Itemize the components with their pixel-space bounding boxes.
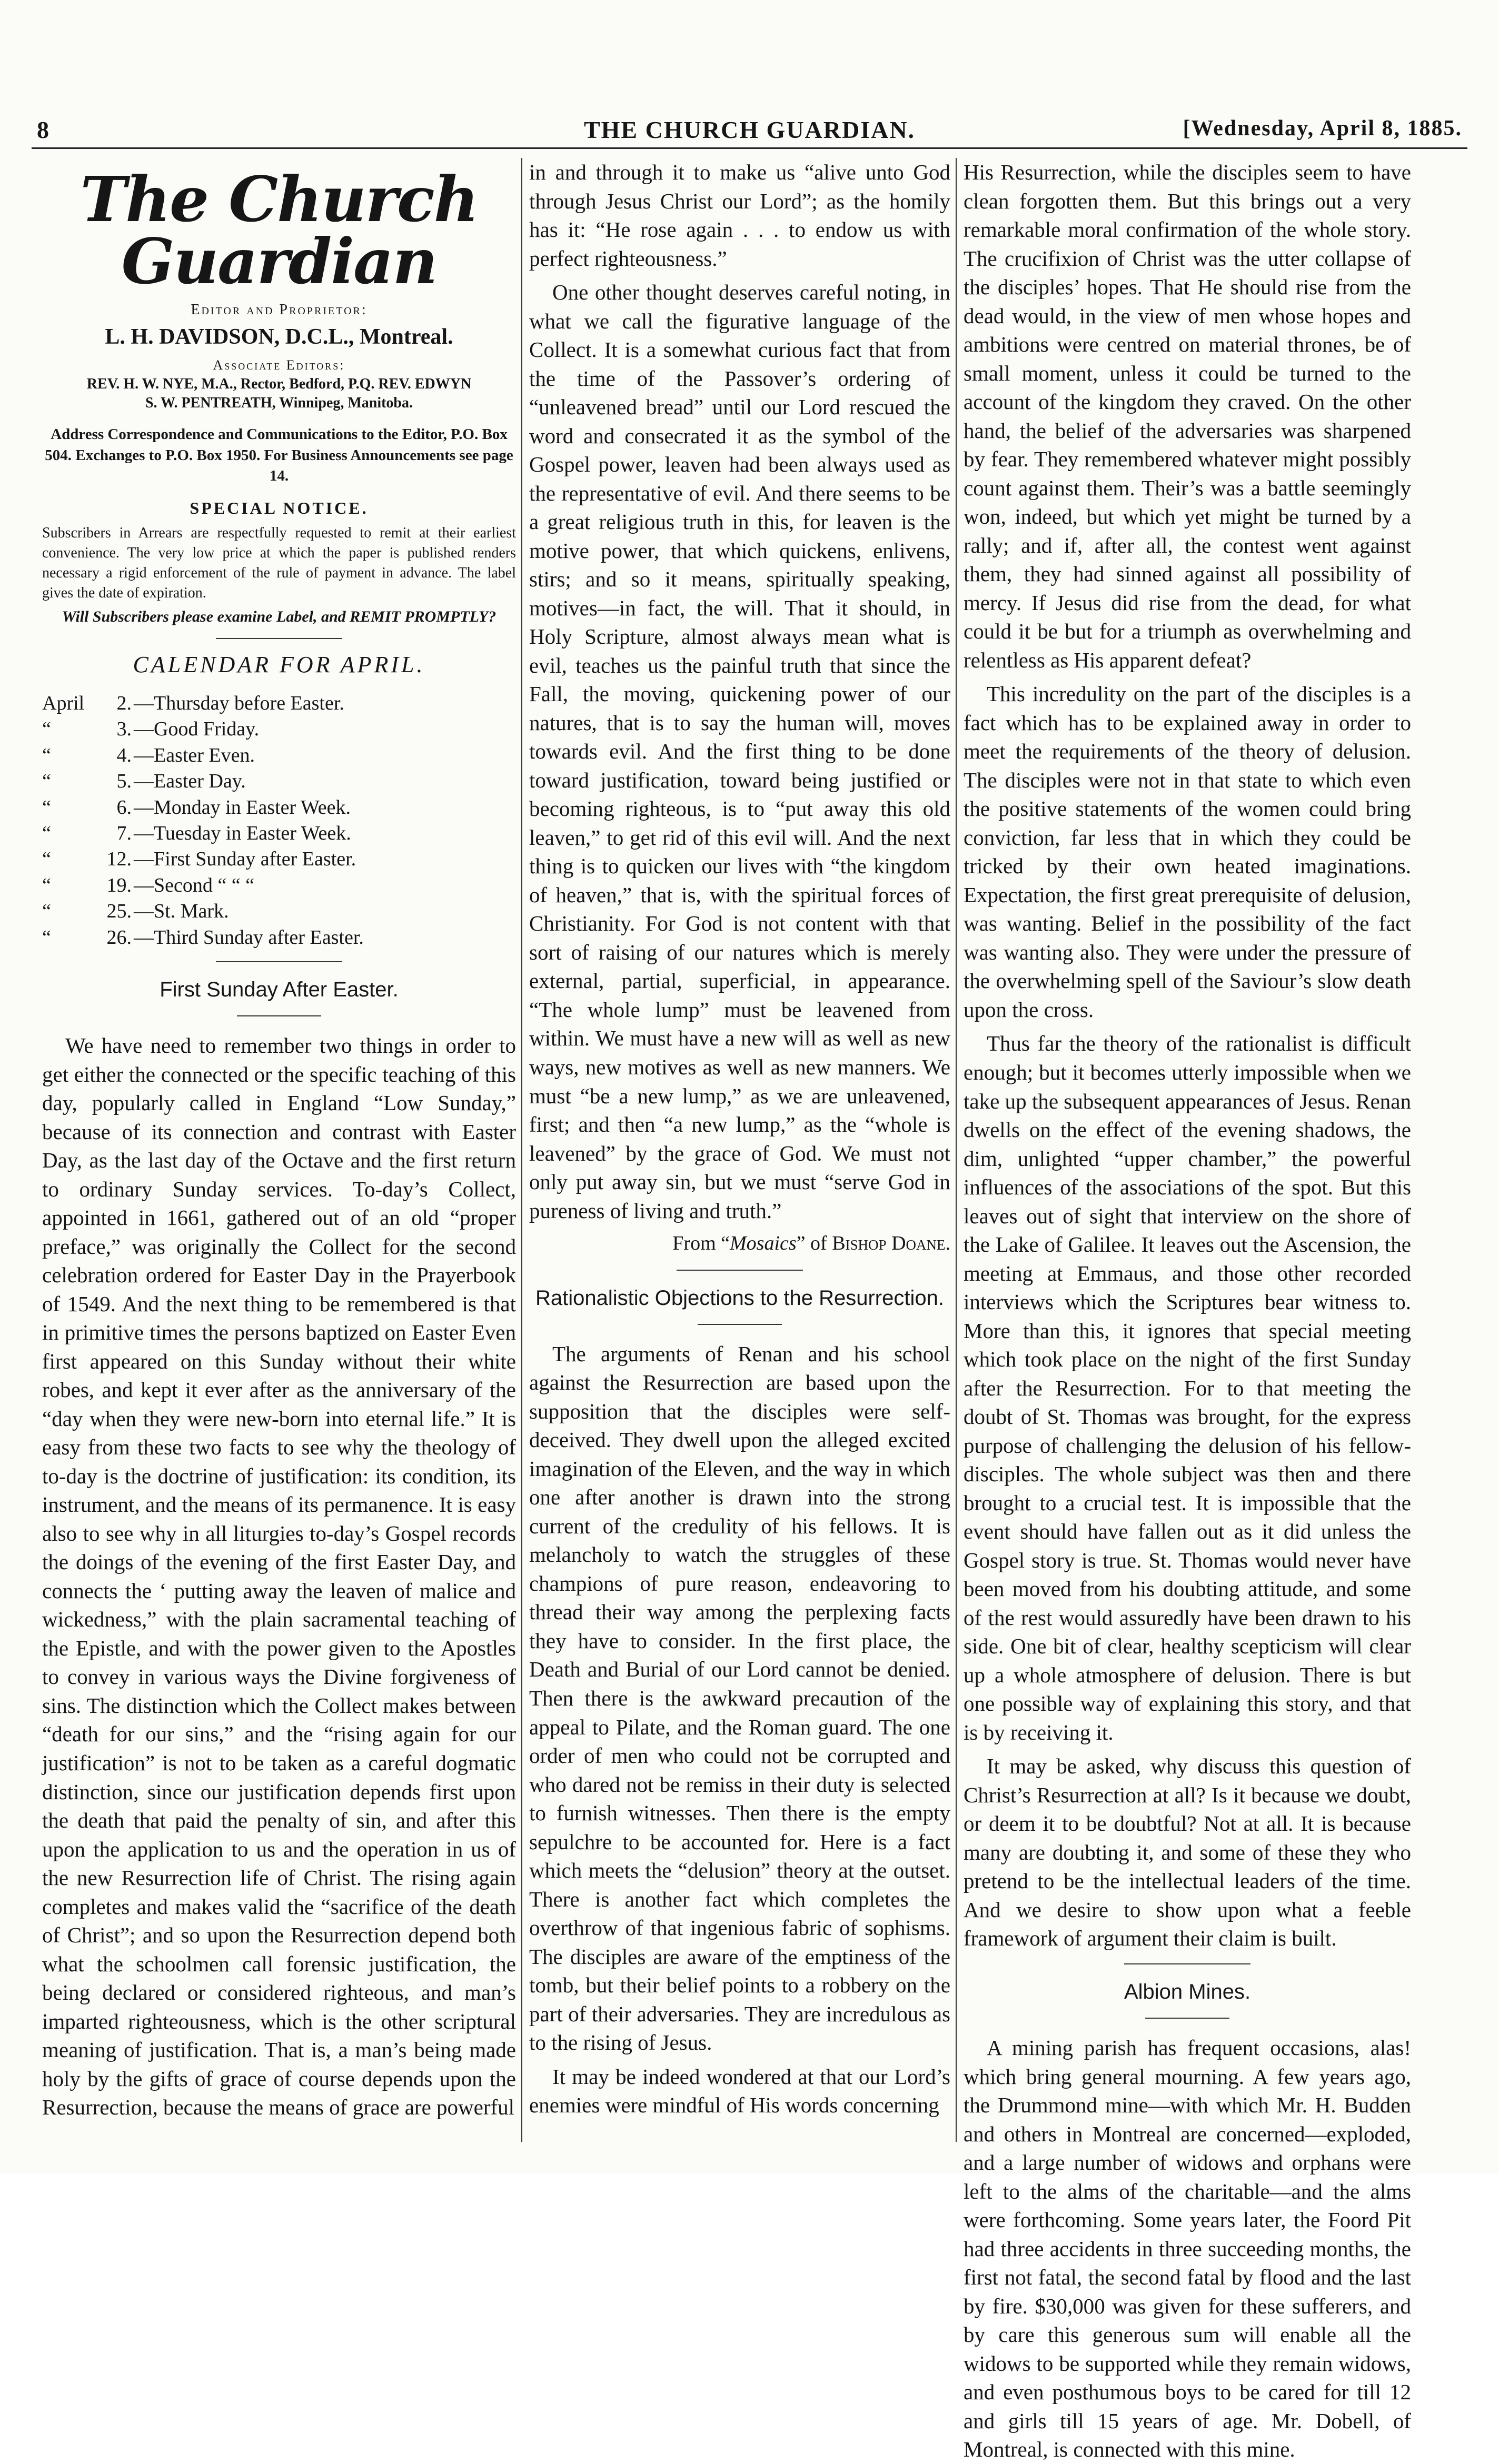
- calendar-list: [42, 691, 516, 951]
- paragraph: It may be asked, why discuss this question of Christ’s Resurrection at all? Is it because we doubt, or deem it to be doubtful? Not at all. It is because many are doubting it, and some of these they who pretend to be the intellectual leaders of the time. And we desire to show upon what a feeble framework of argument their claim is built.: [964, 1754, 1411, 1951]
- paragraph: The arguments of Renan and his school against the Resurrection are based upon the supposition that the disciples were self-deceived. They dwell upon the alleged excited imagination of the Eleven, and the way in which one after another is drawn into the strong current of the credulity of his fellows. It is melancholy to watch the struggles of these champions of pure reason, endeavoring to thread their way among the perplexing facts they have to consider. In the first place, the Death and Burial of our Lord cannot be denied. Then there is the awkward precaution of the appeal to Pilate, and the Roman guard. The one order of men who could not be corrupted and who dared not be remiss in their duty is selected to furnish witnesses. Then there is the empty sepulchre to be accounted for. Here is a fact which meets the “delusion” theory at the outset. There is another fact which completes the overthrow of that ingenious fabric of sophisms. The disciples are aware of the emptiness of the tomb, but their belief points to a robbery on the part of their adversaries. They are incredulous as to the rising of Jesus.: [529, 1341, 950, 2055]
- editor-label: Editor and Proprietor:: [191, 302, 368, 318]
- paragraph: This incredulity on the part of the disciples is a fact which has to be explained away in order to meet the requirements of the theory of delusion. The disciples were not in that state to which even the positive statements of the women could bring conviction, far less that in which they could be tricked by their own heated imaginations. Expectation, the first great prerequisite of delusion, was wanting. Belief in the possibility of the fact was wanting also. They were under the pressure of the overwhelming spell of the Saviour’s slow death upon the cross.: [964, 682, 1411, 1022]
- special-notice-title: SPECIAL NOTICE.: [190, 498, 369, 517]
- paragraph: We have need to remember two things in order to get either the connected or the specific teaching of this day, popularly called in England “Low Sunday,” because of its connection and contrast with Easter Day, as the last day of the Octave and the first return to ordinary Sunday services. To-day’s Collect, appointed in 1661, gathered out of an old “proper preface,” was originally the Collect for the second celebration ordered for Easter Day in the Prayerbook of 1549. And the next thing to be remembered is that in primitive times the persons baptized on Easter Even first appeared on this Sunday without their white robes, and kept it ever after as the anniversary of the “day when they were new-born into eternal life.” It is easy from these two facts to see why the theology of to-day is the doctrine of justification: its condition, its instrument, and the means of its permanence. It is easy also to see why in all liturgies to-day’s Gospel records the doings of the evening of the first Easter Day, and connects the ‘ putting away the leaven of malice and wickedness,” with the plain sacramental teaching of the Epistle, and with the power given to the Apostles to convey in various ways the Divine forgiveness of sins. The distinction which the Collect makes between “death for our sins,” and the “rising again for our justification” is not to be taken as a careful dogmatic distinction, since our justification depends first upon the death that paid the penalty of sin, and after this upon the application to us and the operation in us of the new Resurrection life of Christ. The rising again completes and makes valid the “sacrifice of the death of Christ”; and so upon the Resurrection depend both what the schoolmen call forensic justification, the being declared or considered righteous, and man’s imparted righteousness, which is the other scriptural meaning of justification. That is, a man’s being made holy by the gifts of grace of course depends upon the Resurrection, because the means of grace are powerful: [42, 1033, 516, 2120]
- calendar-day: 6.: [116, 796, 132, 819]
- divider: [237, 1015, 321, 1016]
- calendar-month: “: [42, 718, 51, 741]
- calendar-text: —Second “ “ “: [134, 874, 254, 896]
- divider: [1145, 2018, 1229, 2019]
- calendar-item: [42, 691, 516, 716]
- calendar-month: “: [42, 874, 51, 896]
- calendar-text: —Thursday before Easter.: [134, 692, 344, 715]
- column-right: [964, 158, 1411, 2462]
- calendar-month: “: [42, 770, 51, 793]
- calendar-text: —Easter Day.: [134, 770, 246, 793]
- masthead-title: The Church Guardian: [80, 163, 478, 298]
- calendar-text: —Good Friday.: [134, 718, 260, 741]
- calendar-day: 5.: [116, 770, 132, 793]
- calendar-month: “: [42, 900, 51, 923]
- associate-editors-label: Associate Editors:: [213, 357, 345, 373]
- calendar-item: [42, 821, 516, 846]
- calendar-month: “: [42, 796, 51, 819]
- paragraph: His Resurrection, while the disciples seem to have clean forgotten them. But this brings out a very remarkable moral confirmation of the whole story. The crucifixion of Christ was the utter collapse of the disciples’ hopes. That He should rise from the dead would, in the view of men whose hopes and ambitions were centred on material thrones, be of small moment, unless it could be turned to the account of the kingdom they craved. On the other hand, the belief of the adversaries was sharpened by fear. They remembered whatever might possibly count against them. Their’s was a battle seemingly won, indeed, but which yet might be turned by a rally; and if, after all, the contest went against them, they had sinned against all possibility of mercy. If Jesus did rise from the dead, for what could it be but for a triumph as overwhelming and relentless as His apparent defeat?: [964, 160, 1411, 672]
- calendar-text: —Third Sunday after Easter.: [134, 926, 364, 949]
- calendar-month: April: [42, 692, 85, 715]
- page-number: 8: [37, 116, 50, 143]
- calendar-text: —Tuesday in Easter Week.: [134, 822, 351, 844]
- attribution-source: Mosaics: [730, 1232, 797, 1255]
- article-attribution: [529, 1230, 950, 1257]
- article-title: Albion Mines.: [1124, 1980, 1251, 2003]
- article-body: [42, 1031, 516, 2122]
- calendar-month: “: [42, 848, 51, 871]
- associate-editors-line: S. W. PENTREATH, Winnipeg, Manitoba.: [145, 395, 413, 412]
- calendar-text: —First Sunday after Easter.: [134, 848, 356, 871]
- calendar-day: 19.: [106, 874, 132, 896]
- calendar-day: 26.: [106, 926, 132, 949]
- column-middle: [529, 158, 950, 2152]
- calendar-month: “: [42, 744, 51, 766]
- attribution-author: Bishop Doane.: [832, 1232, 950, 1255]
- calendar-title: CALENDAR FOR APRIL.: [133, 651, 425, 677]
- column-rule: [956, 158, 957, 2142]
- divider: [698, 1324, 782, 1325]
- calendar-item: [42, 899, 516, 924]
- paragraph: It may be indeed wondered at that our Lord’s enemies were mindful of His words concerning: [529, 2064, 950, 2118]
- calendar-item: [42, 716, 516, 742]
- calendar-day: 2.: [116, 692, 132, 715]
- calendar-text: —St. Mark.: [134, 900, 229, 923]
- divider: [216, 638, 342, 639]
- article-title: First Sunday After Easter.: [160, 977, 399, 1001]
- paragraph: in and through it to make us “alive unto God through Jesus Christ our Lord”; as the homily has it: “He rose again . . . to endow us with perfect righteousness.”: [529, 160, 950, 271]
- calendar-day: 25.: [106, 900, 132, 923]
- divider: [677, 1270, 803, 1271]
- calendar-day: 12.: [106, 848, 132, 871]
- article-body: [964, 2033, 1411, 2464]
- calendar-item: [42, 873, 516, 899]
- calendar-day: 3.: [116, 718, 132, 741]
- divider: [1124, 1963, 1250, 1964]
- editor-name: L. H. DAVIDSON, D.C.L., Montreal.: [105, 325, 453, 350]
- article-title: Rationalistic Objections to the Resurrection.: [535, 1286, 944, 1310]
- calendar-day: 4.: [116, 744, 132, 766]
- attribution-prefix: From “: [672, 1232, 730, 1255]
- column-rule: [521, 158, 522, 2142]
- paragraph: One other thought deserves careful noting, in what we call the figurative language of the Collect. It is a somewhat curious fact that from the time of the Passover’s ordering of “unleavened bread” until our Lord rescued the word and consecrated it as the symbol of the Gospel power, leaven had been always used as the representative of evil. And there seems to be a great religious truth in this, for leaven is the motive power, that which quickens, enlivens, stirs; and so it means, spiritually speaking, motives—in fact, the will. That it should, in Holy Scripture, almost always mean what is evil, teaches us the painful truth that since the Fall, the moving, quickening power of our natures, that is to say the human will, moves towards evil. And the first thing to be done toward justification, toward being justified or becoming righteous, is to “put away this old leaven,” to get rid of this evil will. And the next thing is to quicken our lives with “the kingdom of heaven,” that is, with the spiritual forces of Christianity. For God is not content with that sort of raising of our natures which is merely external, partial, superficial, in appearance. “The whole lump” must be leavened from within. We must have a new will as well as new ways, new motives as well as new manners. We must “be a new lump,” as we are unleavened, first; and then “a new lump,” as the “whole is leavened” by the grace of God. We must not only put away sin, but we must “serve God in pureness of living and truth.”: [529, 280, 950, 1223]
- calendar-item: [42, 795, 516, 821]
- calendar-item: [42, 769, 516, 794]
- attribution-mid: ” of: [796, 1232, 832, 1255]
- calendar-text: —Easter Even.: [134, 744, 255, 766]
- calendar-item: [42, 743, 516, 769]
- associate-editors-line: REV. H. W. NYE, M.A., Rector, Bedford, P.Q. REV. EDWYN: [86, 375, 472, 392]
- article-body: [529, 1340, 950, 2120]
- calendar-month: “: [42, 926, 51, 949]
- special-notice-body: Subscribers in Arrears are respectfully requested to remit at their earliest convenience. The very low price at which the paper is published renders necessary a rigid enforcement of the rule of payment in advance. The label gives the date of expiration.: [42, 525, 516, 601]
- article-body-continued: [964, 158, 1411, 1953]
- address-notice: Address Correspondence and Communications to the Editor, P.O. Box 504. Exchanges to P.O. Box 1950. For Business Announcements see page 14.: [45, 426, 513, 484]
- page-header: [32, 116, 1467, 149]
- column-left: [42, 158, 516, 2152]
- issue-date: [Wednesday, April 8, 1885.: [1183, 116, 1462, 141]
- special-notice-callout: Will Subscribers please examine Label, and REMIT PROMPTLY?: [62, 607, 497, 625]
- paragraph: Thus far the theory of the rationalist is difficult enough; but it becomes utterly impossible when we take up the subsequent appearances of Jesus. Renan dwells on the effect of the evening shadows, the dim, unlighted “upper chamber,” the powerful influences of the associations of the spot. But this leaves out of sight that interview on the shore of the Lake of Galilee. It leaves out the Ascension, the meeting at Emmaus, and those other recorded interviews which the Scriptures bear witness to. More than this, it ignores that special meeting which took place on the night of the first Sunday after the Resurrection. For to that meeting the doubt of St. Thomas was brought, for the express purpose of challenging the delusion of his fellow-disciples. The whole subject was then and there brought to a crucial test. It is impossible that the event should have fallen out as it did unless the Gospel story is true. St. Thomas would never have been moved from his doubting attitude, and some of the rest would assuredly have been drawn to his side. One bit of clear, healthy scepticism will clear up a whole atmosphere of delusion. There is but one possible way of explaining this story, and that is by receiving it.: [964, 1031, 1411, 1744]
- calendar-day: 7.: [116, 822, 132, 844]
- running-head: THE CHURCH GUARDIAN.: [583, 116, 916, 143]
- calendar-item: [42, 846, 516, 872]
- divider: [216, 961, 342, 962]
- calendar-item: [42, 925, 516, 951]
- paragraph: A mining parish has frequent occasions, alas! which bring general mourning. A few years ago, the Drummond mine—with which Mr. H. Budden and others in Montreal are concerned—exploded, and a large number of widows and orphans were left to the alms of the charitable—and the alms were forthcoming. Some years later, the Foord Pit had three accidents in three succeeding months, the first not fatal, the second fatal by flood and the last by fire. $30,000 was given for these sufferers, and by care this generous sum will enable all the widows to be supported while they remain widows, and even posthumous boys to be cared for till 12 and girls till 15 years of age. Mr. Dobell, of Montreal, is connected with this mine.: [964, 2036, 1411, 2462]
- calendar-month: “: [42, 822, 51, 844]
- calendar-text: —Monday in Easter Week.: [134, 796, 351, 819]
- article-body-continued: [529, 158, 950, 1225]
